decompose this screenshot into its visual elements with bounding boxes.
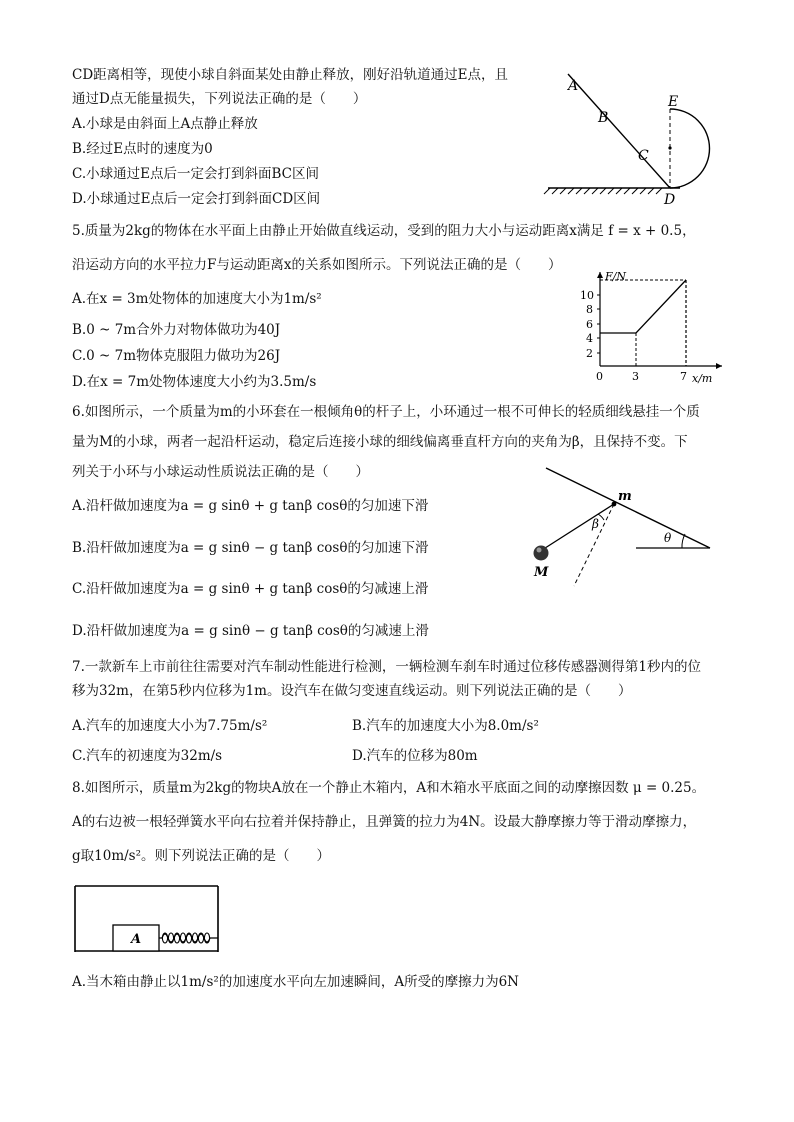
q5-xlabel: x/m xyxy=(692,372,713,385)
q7-option-b: B.汽车的加速度大小为8.0m/s² xyxy=(352,718,539,734)
q5-line2: 沿运动方向的水平拉力F与运动距离x的关系如图所示。下列说法正确的是（ ） xyxy=(72,257,562,273)
q6-ring-on-rod-figure xyxy=(526,462,726,592)
q5-ytick-4: 4 xyxy=(586,332,593,345)
q7-line1: 7.一款新车上市前往往需要对汽车制动性能进行检测，一辆检测车刹车时通过位移传感器测得第1秒内的位 xyxy=(72,659,701,675)
q7-line2: 移为32m，在第5秒内位移为1m。设汽车在做匀变速直线运动。则下列说法正确的是（ ） xyxy=(72,683,632,699)
q5-ytick-2: 2 xyxy=(586,347,593,360)
q8-line3: g取10m/s²。则下列说法正确的是（ ） xyxy=(72,848,331,864)
q6-line3: 列关于小环与小球运动性质说法正确的是（ ） xyxy=(72,464,369,480)
q4-label-c: C xyxy=(638,148,649,164)
q4-incline-track-figure xyxy=(540,62,730,210)
q4-label-e: E xyxy=(668,94,679,110)
q7-option-d: D.汽车的位移为80m xyxy=(352,748,478,764)
q5-option-a: A.在x = 3m处物体的加速度大小为1m/s² xyxy=(72,291,322,307)
q8-option-a: A.当木箱由静止以1m/s²的加速度水平向左加速瞬间，A所受的摩擦力为6N xyxy=(72,974,519,990)
q6-label-theta: θ xyxy=(664,531,672,545)
q8-line2: A的右边被一根轻弹簧水平向右拉着并保持静止，且弹簧的拉力为4N。设最大静摩擦力等于滑动摩擦力， xyxy=(72,814,697,830)
q6-option-d: D.沿杆做加速度为a = g sinθ − g tanβ cosθ的匀减速上滑 xyxy=(72,623,429,639)
q5-xtick-3: 3 xyxy=(632,370,639,383)
q4-line2: 通过D点无能量损失，下列说法正确的是（ ） xyxy=(72,91,367,107)
q6-line2: 量为M的小球，两者一起沿杆运动，稳定后连接小球的细线偏离垂直杆方向的夹角为β，且保持不变。下 xyxy=(72,434,688,450)
q6-label-beta: β xyxy=(592,517,599,531)
q5-line1: 5.质量为2kg的物体在水平面上由静止开始做直线运动，受到的阻力大小与运动距离x满足 f = x + 0.5， xyxy=(72,223,696,239)
q5-xtick-0: 0 xyxy=(596,370,603,383)
q4-option-a: A.小球是由斜面上A点静止释放 xyxy=(72,116,258,132)
q5-xtick-7: 7 xyxy=(680,370,687,383)
q8-box-spring-figure xyxy=(70,880,230,956)
q5-option-b: B.0 ~ 7m合外力对物体做功为40J xyxy=(72,322,281,338)
q8-block-label: A xyxy=(131,932,142,947)
q5-ytick-10: 10 xyxy=(580,289,594,302)
q8-line1: 8.如图所示，质量m为2kg的物块A放在一个静止木箱内，A和木箱水平底面之间的动摩擦因数 μ = 0.25。 xyxy=(72,780,706,796)
q5-ytick-6: 6 xyxy=(586,318,593,331)
q4-option-c: C.小球通过E点后一定会打到斜面BC区间 xyxy=(72,166,319,182)
q6-option-b: B.沿杆做加速度为a = g sinθ − g tanβ cosθ的匀加速下滑 xyxy=(72,540,429,556)
q4-option-d: D.小球通过E点后一定会打到斜面CD区间 xyxy=(72,191,321,207)
q4-option-b: B.经过E点时的速度为0 xyxy=(72,141,213,157)
q6-option-a: A.沿杆做加速度为a = g sinθ + g tanβ cosθ的匀加速下滑 xyxy=(72,498,429,514)
q6-label-m: m xyxy=(618,489,632,504)
q5-ytick-8: 8 xyxy=(586,303,593,316)
q5-option-d: D.在x = 7m处物体速度大小约为3.5m/s xyxy=(72,374,317,390)
q6-option-c: C.沿杆做加速度为a = g sinθ + g tanβ cosθ的匀减速上滑 xyxy=(72,581,429,597)
q4-line1: CD距离相等，现使小球自斜面某处由静止释放，刚好沿轨道通过E点，且 xyxy=(72,67,509,83)
q4-label-d: D xyxy=(664,192,676,208)
q4-label-a: A xyxy=(568,78,579,94)
q7-option-a: A.汽车的加速度大小为7.75m/s² xyxy=(72,718,268,734)
q7-option-c: C.汽车的初速度为32m/s xyxy=(72,748,223,764)
q5-option-c: C.0 ~ 7m物体克服阻力做功为26J xyxy=(72,348,281,364)
q4-label-b: B xyxy=(598,110,609,126)
q5-force-distance-graph xyxy=(580,268,730,388)
q6-line1: 6.如图所示，一个质量为m的小环套在一根倾角θ的杆子上，小环通过一根不可伸长的轻质细线悬挂一个质 xyxy=(72,404,700,420)
q5-ylabel: F/N xyxy=(605,270,626,283)
q6-label-big-m: M xyxy=(534,565,549,580)
